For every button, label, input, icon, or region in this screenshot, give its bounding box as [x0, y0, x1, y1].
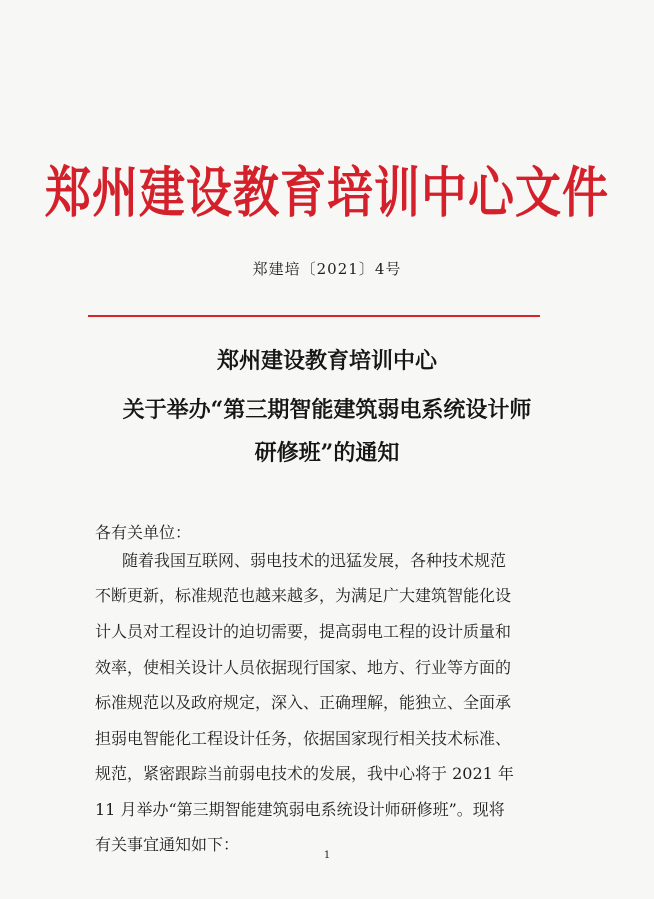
notice-title-line-1: 郑州建设教育培训中心 — [216, 348, 437, 374]
body-line: 计人员对工程设计的迫切需要，提高弱电工程的设计质量和 — [95, 622, 512, 641]
notice-title-line-3: 研修班”的通知 — [254, 440, 400, 466]
body-line: 标准规范以及政府规定，深入、正确理解，能独立、全面承 — [95, 693, 512, 712]
document-header-title: 郑州建设教育培训中心文件 — [45, 160, 609, 225]
body-line: 随着我国互联网、弱电技术的迅猛发展，各种技术规范 — [122, 551, 507, 570]
body-line: 不断更新，标准规范也越来越多，为满足广大建筑智能化设 — [95, 586, 512, 605]
document-number: 郑建培〔2021〕4号 — [252, 260, 402, 278]
body-line: 11 月举办“第三期智能建筑弱电系统设计师研修班”。现将 — [95, 800, 505, 819]
body-line: 担弱电智能化工程设计任务，依据国家现行相关技术标准、 — [95, 729, 512, 748]
body-line: 有关事宜通知如下： — [95, 835, 240, 854]
page-number: 1 — [323, 850, 331, 861]
body-line: 规范，紧密跟踪当前弱电技术的发展，我中心将于 2021 年 — [95, 764, 514, 783]
body-line: 效率，使相关设计人员依据现行国家、地方、行业等方面的 — [95, 658, 512, 677]
notice-title-line-2: 关于举办“第三期智能建筑弱电系统设计师 — [122, 397, 532, 423]
red-divider-line — [88, 315, 540, 317]
salutation: 各有关单位： — [95, 523, 192, 542]
